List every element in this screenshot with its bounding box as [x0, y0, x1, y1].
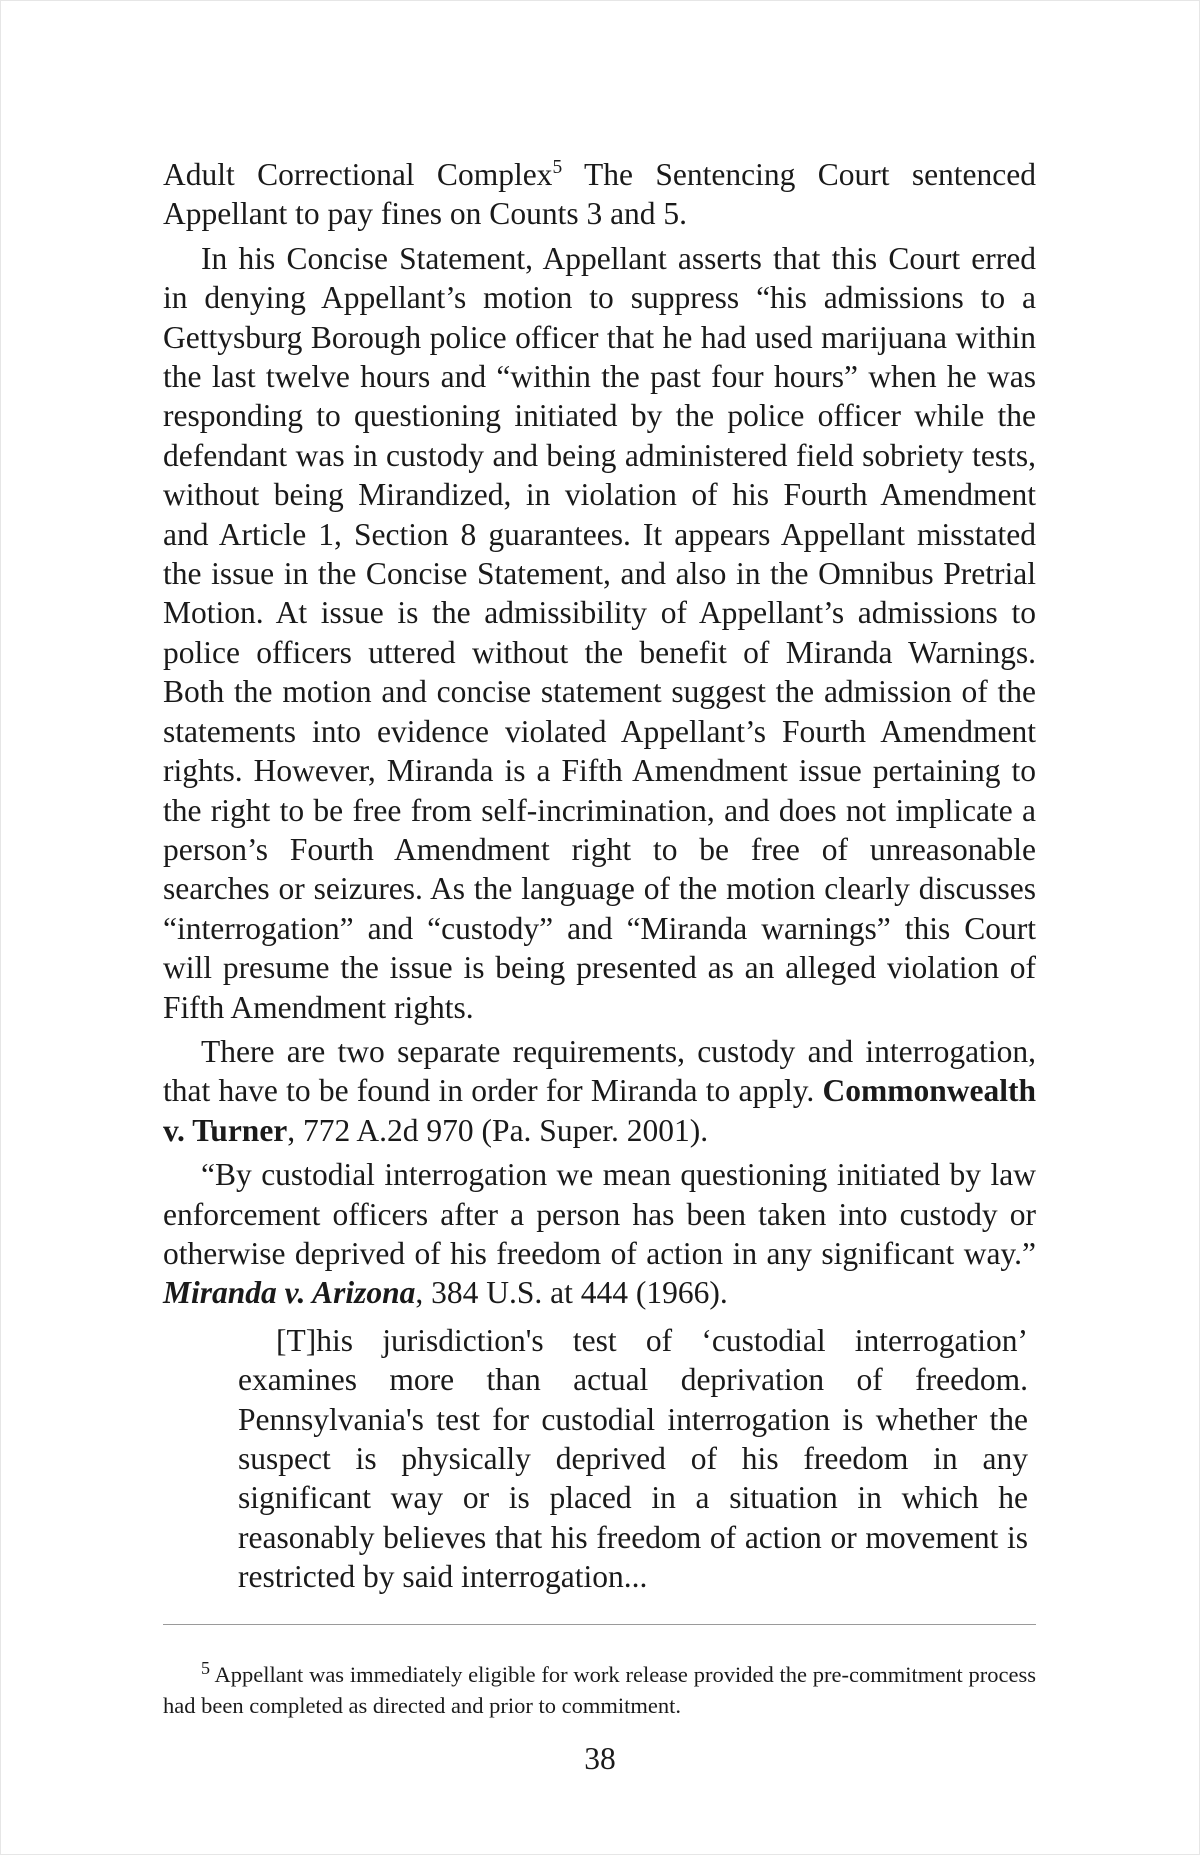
paragraph-requirements [163, 1032, 1036, 1150]
paragraph-text: , 772 A.2d 970 (Pa. Super. 2001). [287, 1112, 709, 1148]
paragraph-text: Adult Correctional Complex [163, 157, 553, 192]
paragraph-text: “By custodial interrogation we mean questioning initiated by law enforcement officers after a person has been taken into custody or otherwise deprived of his freedom of action in any significant way.” [163, 1157, 1036, 1271]
paragraph-sentencing [163, 155, 1036, 234]
case-citation: Commonwealth v. Turner [163, 1073, 1036, 1148]
paragraph-text: , 384 U.S. at 444 (1966). [415, 1275, 728, 1311]
page-number: 38 [584, 1741, 616, 1776]
block-quote: [T]his jurisdiction's test of ‘custodial interrogation’ examines more than actual deprivation of freedom. Pennsylvania's test for custodial interrogation is whether the suspect is physically deprived of his freedom in any significant way or is placed in a situation in which he reasonably believes that his freedom of action or movement is restricted by said interrogation... [238, 1322, 1028, 1595]
paragraph-text: The Sentencing Court sentenced Appellant to pay fines on Counts 3 and 5. [163, 157, 1036, 232]
footnote-divider [163, 1624, 1036, 1625]
footnote [163, 1659, 1036, 1721]
footnote-marker: 5 [201, 1657, 210, 1678]
paragraph-text: There are two separate requirements, custody and interrogation, that have to be found in order for Miranda to apply. [163, 1033, 1036, 1109]
paragraph-concise-statement: In his Concise Statement, Appellant asserts that this Court erred in denying Appellant’s motion to suppress “his admissions to a Gettysburg Borough police officer that he had used marijuana within the last twelve hours and “within the past four hours” when he was responding to questioning initiated by the police officer while the defendant was in custody and being administered field sobriety tests, without being Mirandized, in violation of his Fourth Amendment and Article 1, Section 8 guarantees. It appears Appellant misstated the issue in the Concise Statement, and also in the Omnibus Pretrial Motion. At issue is the admissibility of Appellant’s admissions to police officers uttered without the benefit of Miranda Warnings. Both the motion and concise statement suggest the admission of the statements into evidence violated Appellant’s Fourth Amendment rights. However, Miranda is a Fifth Amendment issue pertaining to the right to be free from self-incrimination, and does not implicate a person’s Fourth Amendment right to be free of unreasonable searches or seizures. As the language of the motion clearly discusses “interrogation” and “custody” and “Miranda warnings” this Court will presume the issue is being presented as an alleged violation of Fifth Amendment rights. [163, 240, 1036, 1025]
footnote-ref: 5 [552, 156, 563, 178]
paragraph-miranda-quote [163, 1155, 1036, 1313]
body-text [163, 155, 1036, 1597]
case-citation: Miranda v. Arizona [163, 1275, 416, 1311]
footnote-text: Appellant was immediately eligible for work release provided the pre-commitment process had been completed as directed and prior to commitment. [163, 1661, 1036, 1718]
